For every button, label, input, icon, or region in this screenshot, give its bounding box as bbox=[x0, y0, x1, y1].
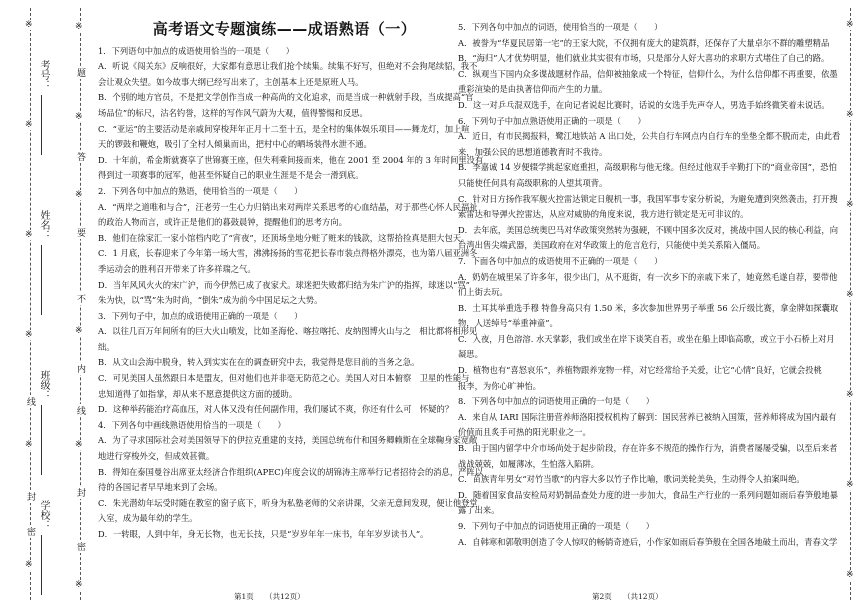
class-line bbox=[41, 405, 42, 475]
question-line: A．近日，有市民揭报料，鹭江地铁站 A 出口处，公共自行车网点内自行车的坐垫全都不脱而走，由此看 bbox=[458, 131, 841, 142]
question-line: A．为了寻求国际社会对美国领导下的伊拉克重建的支持，美国总统布什和国务卿赖斯在全球鞠身家宽敞 bbox=[98, 435, 478, 446]
question-line: B．个别的地方官员，不是把文学创作当成一种高尚的文化追求，而是当成一种就射手段，当成提高“官 bbox=[98, 92, 474, 103]
right-dash-line bbox=[850, 8, 851, 600]
question-line: 台湾出售尖端武器，美国政府在对华政策上的危言危行，只能使中美关系陷入僵局。 bbox=[458, 240, 765, 251]
outer-dash-line bbox=[30, 8, 31, 600]
margin-word-nei: 内 bbox=[75, 364, 85, 373]
question-line: C．苗族青年男女“对竹当歌”的内容大多以竹子作比喻，歌词美轮美奂，生动得令人拍案叫绝。 bbox=[458, 474, 805, 485]
question-line: A．以往几百万年间所有的巨大火山喷发，比如圣海伦、喀拉喀托、皮纳图博火山与之 相比都将相形见 bbox=[98, 326, 478, 337]
margin-word-ti: 题 bbox=[75, 68, 85, 77]
question-line: C．1 月底，长春迎来了今年第一场大雪，沸沸扬扬的雪花把长春市装点得格外漂亮，也为第八届亚洲冬 bbox=[98, 248, 478, 259]
question-line: 重彩渲染的是由执著信仰而产生的力量。 bbox=[458, 84, 608, 95]
question-line: 们上街去玩。 bbox=[458, 287, 508, 298]
question-line: B．他们在徐家汇一家小馆档内吃了“宵夜”，还顶场坐地分赃了赃来的钱款，这帮拾捡真是胆大包天。 bbox=[98, 232, 470, 243]
question-stem: 9．下列句子中加点的词语使用正确的一项是（ ） bbox=[458, 521, 655, 531]
margin-star: ※ bbox=[75, 112, 83, 122]
question-line: A．自韩寒和郭敬明创造了令人惊叹的畅销奇迹后，小作家如雨后春笋般在全国各地破土而出，青春文学 bbox=[458, 536, 838, 547]
question-stem: 2．下列各句中加点的熟语，使用恰当的一项是（ ） bbox=[98, 185, 303, 196]
margin-word-bu: 不 bbox=[75, 294, 85, 303]
question-stem: 8．下列各句中加点的词语使用正确的一句是（ ） bbox=[458, 396, 655, 407]
name-line bbox=[41, 245, 42, 315]
question-line: D．当年风风火火的宋广沪，而今伊然已成了夜家犬。球迷把失败都归结为朱广沪的指挥，球迷以“骂” bbox=[98, 279, 470, 290]
question-line: B．土耳其举重选手穆 特鲁身高只有 1.50 米，多次参加世界男子举重 56 公斤级比赛，拿金牌如探囊取 bbox=[458, 302, 839, 313]
right-question-lines bbox=[458, 20, 841, 550]
question-line: 朱为快，以“骂”朱为时尚，“倒朱”成为前今中国足坛之大势。 bbox=[98, 295, 323, 306]
margin-star: ※ bbox=[25, 230, 33, 240]
question-line: B．“海归”人才优势明显，他们就业其实很有市场，只是部分人好大喜功的求职方式堵住了自己的路。 bbox=[458, 53, 830, 64]
question-line: 天的锣鼓和鞭炮，吸引了全村人倾巢而出，把村中心的晒场装得水泄不通。 bbox=[98, 139, 372, 150]
margin-star: ※ bbox=[846, 390, 854, 400]
question-line: A．听说《闯关东》反响很好，大家都有意思让我们抢个续集。续集不好写，但绝对不会狗尾续貂，我不 bbox=[98, 61, 478, 72]
question-line: D．一转眼，人到中年，身无长物，也无长技，只是“岁岁年年一床书，年年岁岁读书人”。 bbox=[98, 529, 429, 539]
question-line: 场品位”的标尺，沽名钓誉，这样的写作风气蔚为大观，值得警惕和反思。 bbox=[98, 107, 368, 118]
question-stem: 5．下列各句中加点的词语，使用恰当的一项是（ ） bbox=[458, 22, 663, 32]
margin-word-xian: 线 bbox=[25, 397, 35, 406]
margin-word-feng2: 封 bbox=[75, 488, 85, 497]
margin-word-xian2: 线 bbox=[75, 406, 85, 415]
question-line: 入室，成为最年幼的学生。 bbox=[98, 513, 198, 524]
question-line: B．得知在泰国曼谷出席亚太经济合作组织(APEC)年度会议的胡锦涛主席举行记者招待会的消息，严阵以 bbox=[98, 466, 484, 477]
question-line: D．这一对乒乓混双选手，在向记者说起比赛时，话说的女选手先声夺人，男选手始终微笑着未说话。 bbox=[458, 99, 830, 110]
page-title: 高考语文专题演练——成语熟语（一） bbox=[152, 20, 417, 38]
question-line: C．可见美国人虽然跟日本是盟友，但对他们也并非毫无防范之心。美国人对日本俯察 卫星的性能与 bbox=[98, 373, 470, 384]
question-stem: 3．下列句子中，加点的成语使用正确的一项是（ ） bbox=[98, 310, 303, 321]
question-line: C．朱光潜幼年坛受时随在教室的窗子底下，听身为私塾老师的父亲讲课，父亲无意间发现，便让他登堂 bbox=[98, 497, 478, 508]
question-line: 来，加强公民的思想道德教育时不我待。 bbox=[458, 146, 608, 157]
question-line: 待的各国记者早早地来到了会场。 bbox=[98, 482, 223, 493]
question-line: 物，人送绰号“举重神童”。 bbox=[458, 318, 558, 329]
question-line: A．被誉为“华夏民居第一宅”的王家大院，不仅拥有庞大的建筑群，还保存了大量卓尔不群的雕塑精品 bbox=[458, 37, 830, 48]
margin-word-yao: 要 bbox=[75, 228, 85, 237]
question-line: D．这种举药能治疗高血压，对人体又没有任何副作用，我们屡试不爽，你还有什么可 怀疑的？ bbox=[98, 404, 454, 415]
question-line: A．“两岸之道唯和与合”，汪老劳一生心力归销出来对两岸关系思考的心血结晶，对于那些心怀人民福祉 bbox=[98, 201, 478, 212]
margin-star: ※ bbox=[75, 22, 83, 32]
page-footer-1: 第1页 （共12页） bbox=[234, 592, 305, 601]
question-line: 地进行穿梭外交，但成效甚微。 bbox=[98, 451, 215, 462]
question-line: D．去年底，美国总统奥巴马对华政策突然转为强硬，不顾中国多次反对，挑战中国人民的核心利益，向 bbox=[458, 224, 839, 235]
margin-word-feng: 封 bbox=[25, 492, 35, 501]
question-line: 战战兢兢，如履薄冰，生怕落入陷阱。 bbox=[458, 458, 600, 469]
question-line: 凝思。 bbox=[458, 349, 483, 360]
question-line: 只能使任何具有高级职称的人望其项背。 bbox=[458, 177, 608, 188]
question-line: B．李嘉诚 14 岁便辍学挑起家庭重担，高级职称与他无缘。但经过他双手辛勤打下的“商业帝国”，恐怕 bbox=[458, 162, 837, 173]
question-line: 绌。 bbox=[98, 341, 115, 352]
question-stem: 1．下列语句中加点的成语使用恰当的一项是（ ） bbox=[98, 45, 295, 56]
margin-star: ※ bbox=[25, 330, 33, 340]
question-line: D．十年前，希金斯就赛享了世锦赛王座，但失利乘间接而来，他在 2001 至 2004 年的 3 年时间里没有 bbox=[98, 154, 484, 165]
question-line: 价值而且炙手可热的阳光职业之一。 bbox=[458, 427, 591, 438]
question-line: 忠知道得了如指掌，却从来不愿意提供这方面的援助。 bbox=[98, 388, 298, 399]
question-line: 季运动会的胜利召开带来了许多祥瑞之气。 bbox=[98, 263, 256, 274]
question-stem: 6．下列句子中加点熟语使用正确的一项是（ ） bbox=[458, 115, 646, 126]
question-line: B．由于国内留学中介市场尚处于起步阶段，存在许多不规范的操作行为，消费者屡屡受骗，以至后来者 bbox=[458, 443, 838, 454]
margin-star: ※ bbox=[846, 290, 854, 300]
margin-star: ※ bbox=[846, 480, 854, 490]
margin-star: ※ bbox=[75, 580, 83, 590]
question-line: B．从文山会海中脱身，转入到实实在在的调查研究中去，我觉得是您目前的当务之急。 bbox=[98, 357, 420, 368]
question-line: 报李，为你心旷神怡。 bbox=[458, 380, 541, 391]
name-label: 姓名： bbox=[38, 210, 49, 240]
margin-word-mi: 密 bbox=[25, 527, 35, 536]
question-line: C．针对日方扬作我军舰火控雷达锁定日舰机一事，我国军事专家分析说，为避免遭到突然袭击，打开搜 bbox=[458, 193, 838, 204]
binding-margin bbox=[0, 0, 92, 608]
class-label: 班级： bbox=[38, 370, 49, 400]
margin-star: ※ bbox=[846, 110, 854, 120]
margin-word-da: 答 bbox=[75, 152, 85, 161]
margin-star: ※ bbox=[75, 190, 83, 200]
question-line: 的政治人物而言，或许正是他们的暮鼓晨钟，提醒他们的思考方向。 bbox=[98, 217, 347, 228]
right-column bbox=[458, 20, 841, 550]
page-footer-2: 第2页 （共12页） bbox=[592, 592, 663, 601]
question-line: C．入夜，月色溶溶. 水天掌影，我们或坐在岸下谈笑自若，或坐在船上即临高歌，或立于小石桥上对月 bbox=[458, 333, 835, 344]
margin-star: ※ bbox=[25, 20, 33, 30]
margin-star: ※ bbox=[25, 440, 33, 450]
margin-star: ※ bbox=[25, 560, 33, 570]
question-line: 会让观众失望。如今故事大纲已经写出来了，主创基本上还是原班人马。 bbox=[98, 76, 364, 87]
question-line: D．植物也有“喜怒哀乐”，养植物跟养宠物一样，对它经常给予关爱，让它“心情”良好，它就会投桃 bbox=[458, 365, 822, 376]
question-line: 索雷达和导弹火控雷达，从应对威胁的角度来说，我方进行锁定是无可非议的。 bbox=[458, 209, 749, 220]
exam-no-label: 考号： bbox=[38, 60, 49, 90]
question-line: 露了出来。 bbox=[458, 505, 500, 516]
question-line: A．奶奶在城里呆了许多年，很少出门，从不逛街，有一次乡下的亲戚下来了，她竟然毛遂自荐，要带他 bbox=[458, 271, 838, 282]
right-binding-margin bbox=[842, 0, 860, 608]
margin-star: ※ bbox=[25, 120, 33, 130]
exam-no-line bbox=[41, 95, 42, 155]
question-line: 得到过一项赛事的冠军，他甚至怀疑自己的职业生涯是不是会一滑到底。 bbox=[98, 170, 364, 181]
question-line: C．纵观当下国内众多谍战题材作品，信仰被抽象成一个特征，信仰什么，为什么信仰都不再重要，依墨 bbox=[458, 68, 838, 79]
question-line: C．“亚运”的主要活动是亲戚间穿梭拜年正月十二至十五，是全村的集体娱乐项目——舞龙灯，加上喧 bbox=[98, 123, 470, 134]
question-line: D．随着国家食品安检局对奶制品查处力度的进一步加大，食品生产行业的一系列问题如雨后春笋般地暴 bbox=[458, 489, 839, 500]
question-stem: 7．下面各句中加点的成语使用不正确的一项是（ ） bbox=[458, 255, 663, 266]
school-line bbox=[41, 535, 42, 595]
margin-star: ※ bbox=[846, 20, 854, 30]
margin-star: ※ bbox=[75, 440, 83, 450]
margin-star: ※ bbox=[846, 200, 854, 210]
school-label: 学校： bbox=[38, 500, 49, 530]
question-line: A．来自从 IARI 国际注册营养师洛阳授权机构了解到：国民营养已被纳入国策，营养师将成为国内最有 bbox=[458, 411, 837, 422]
margin-star: ※ bbox=[75, 326, 83, 336]
margin-word-mi2: 密 bbox=[75, 542, 85, 551]
question-stem: 4．下列各句中画线熟语使用恰当的一项是（ ） bbox=[98, 419, 286, 430]
margin-star: ※ bbox=[846, 570, 854, 580]
